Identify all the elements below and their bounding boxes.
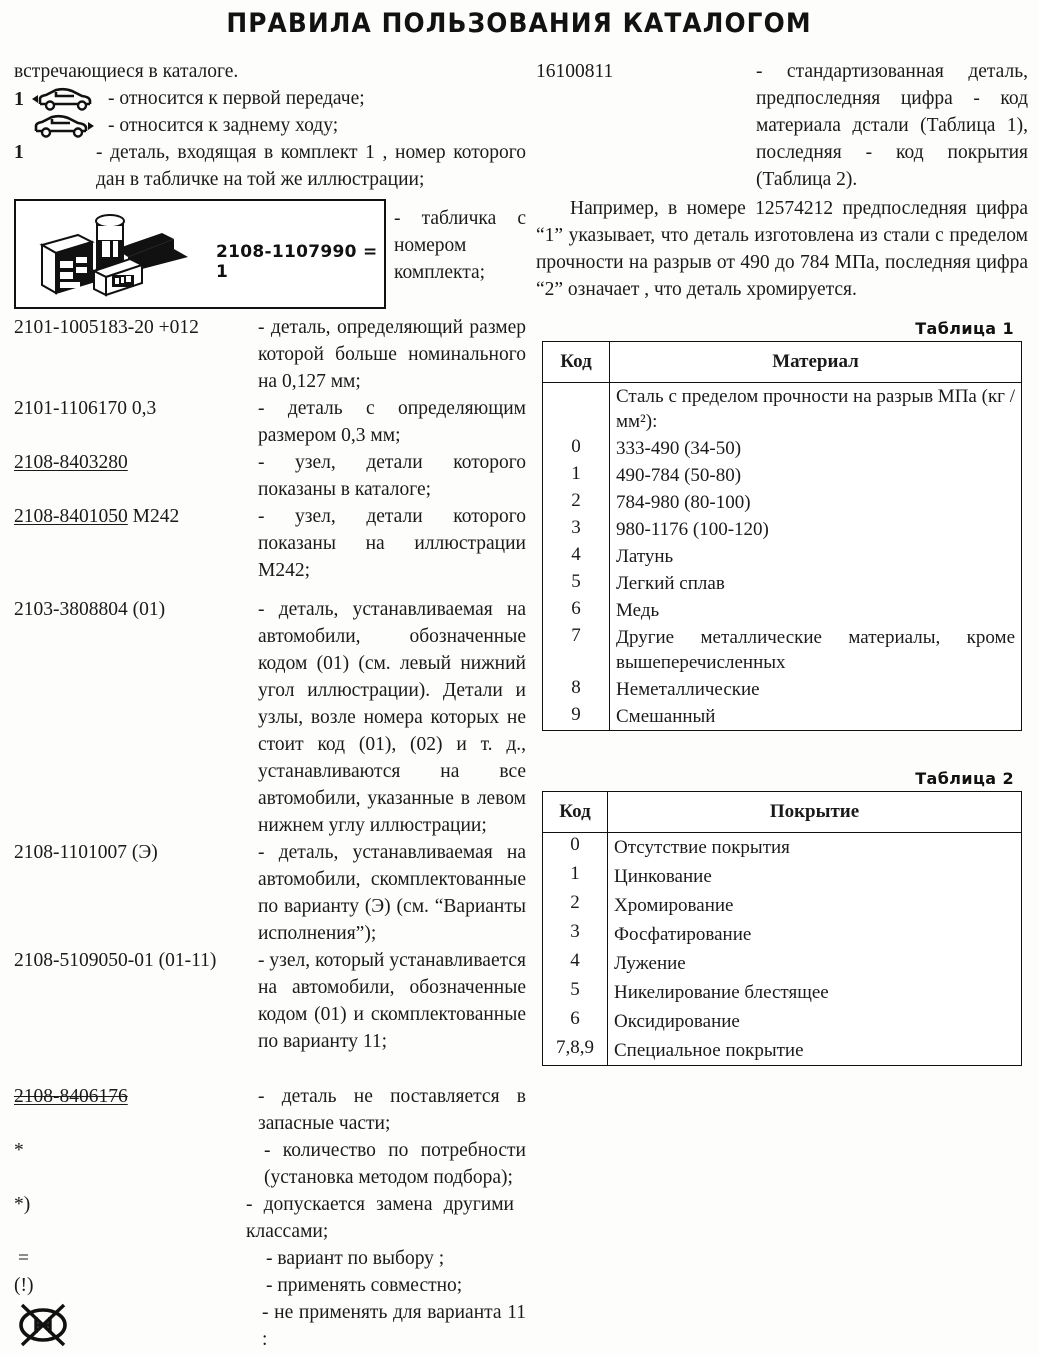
table1-cell-code: 3 [543, 516, 610, 543]
catalog-entry-9 [14, 1191, 526, 1245]
table-row [543, 489, 1022, 516]
table2-cell-value: Цинкование [608, 862, 1022, 891]
table-row [543, 978, 1022, 1007]
table2-cell-code: 7,8,9 [543, 1036, 608, 1066]
table2-cell-code: 1 [543, 862, 608, 891]
table2-cell-value: Хромирование [608, 891, 1022, 920]
table1-cell-value: 333-490 (34-50) [610, 435, 1022, 462]
entry-desc: - допускается замена другими классами; [246, 1194, 514, 1242]
catalog-entry-0 [14, 314, 526, 395]
illustration-note: - табличка с номером комплекта; [394, 208, 526, 283]
table1-cell-code: 4 [543, 543, 610, 570]
car-right-arrow-icon [30, 113, 102, 139]
standard-part-desc: - стандартизованная деталь, предпоследняя цифра - код материала дстали (Таблица 1), последняя - код покрытия (Таблица 2). [756, 61, 1028, 190]
entry-key: 2101-1005183-20 +012 [14, 317, 199, 338]
table1-cell-code: 1 [543, 462, 610, 489]
entry-desc: - узел, который устанавливается на автомобили, обозначенные кодом (01) и скомплектованные по варианту 11; [258, 950, 526, 1052]
catalog-entry-7 [14, 1083, 526, 1137]
standard-part-number: 16100811 [536, 61, 614, 82]
entry-key-group [14, 503, 258, 530]
entry-key-suffix: М242 [127, 506, 180, 527]
table-row [543, 462, 1022, 489]
entry-desc: - вариант по выбору ; [266, 1248, 445, 1269]
table2-cell-value: Оксидирование [608, 1007, 1022, 1036]
table2-cell-value: Отсутствие покрытия [608, 833, 1022, 863]
entry-key: *) [14, 1194, 31, 1215]
entry-key: * [14, 1140, 24, 1161]
table2-body [543, 833, 1022, 1066]
entry-key: 1 [14, 142, 24, 163]
table1-cell-code: 5 [543, 570, 610, 597]
table-header-row [543, 792, 1022, 833]
illustration-frame [14, 199, 386, 309]
entry-key: 2108-8403280 [14, 452, 128, 473]
table2-header-code: Код [543, 792, 608, 833]
example-paragraph: Например, в номере 12574212 предпоследняя цифра “1” указывает, что деталь изготовлена из стали с пределом прочности на разрыв от 490 до 784 МПа, последняя цифра “2” означает , что деталь хромируется. [536, 198, 1028, 300]
table-row [543, 833, 1022, 863]
table1-header-material: Материал [610, 342, 1022, 383]
table2-cell-value: Лужение [608, 949, 1022, 978]
table1-cell-value: Смешанный [610, 703, 1022, 731]
table2-caption: Таблица 2 [915, 769, 1014, 788]
pictogram-label-reverse: - относится к заднему ходу; [108, 115, 339, 136]
table1-cell-value: Другие металлические материалы, кроме вышеперечисленных [610, 624, 1022, 676]
table1-caption: Таблица 1 [915, 319, 1014, 338]
table2-cell-value: Никелирование блестящее [608, 978, 1022, 1007]
table1-cell-code: 0 [543, 435, 610, 462]
entry-desc: - количество по потребности (установка методом подбора); [264, 1140, 526, 1188]
entry-desc: - деталь, входящая в комплект 1 , номер которого дан в табличке на той же иллюстрации; [96, 142, 526, 190]
table-row [543, 383, 1022, 436]
entry-key: 2108-8406176 [14, 1086, 128, 1107]
entry-key: 2108-5109050-01 (01-11) [14, 950, 217, 971]
table1-cell-value: 490-784 (50-80) [610, 462, 1022, 489]
table1-cell-code: 6 [543, 597, 610, 624]
entry-key: (!) [14, 1275, 34, 1296]
table-row [543, 570, 1022, 597]
catalog-entry-10 [14, 1245, 526, 1272]
table2-cell-code: 3 [543, 920, 608, 949]
catalog-entry-6 [14, 947, 526, 1055]
right-column [536, 58, 1028, 1066]
table1-cell-code: 8 [543, 676, 610, 703]
table1-cell-value: 980-1176 (100-120) [610, 516, 1022, 543]
entry-key: = [18, 1248, 29, 1269]
table-row [543, 435, 1022, 462]
illustration-block [14, 199, 526, 309]
table1-cell-code: 2 [543, 489, 610, 516]
table2-cell-code: 0 [543, 833, 608, 863]
standard-part-row [536, 58, 1028, 193]
table1-cell-value: Легкий сплав [610, 570, 1022, 597]
entry-desc: - деталь, устанавливаемая на автомобили, скомплектованные по варианту (Э) (см. “Варианты исполнения”); [258, 842, 526, 944]
pictogram-row-reverse [14, 113, 526, 139]
left-column [14, 58, 526, 1355]
entry-key: 2101-1106170 0,3 [14, 398, 157, 419]
table2-cell-code: 2 [543, 891, 608, 920]
table2-header-coating: Покрытие [608, 792, 1022, 833]
table-row [543, 516, 1022, 543]
entry-key: 2108-8401050 [14, 506, 128, 527]
table1-cell-value: 784-980 (80-100) [610, 489, 1022, 516]
table2-cell-code: 6 [543, 1007, 608, 1036]
entry-desc: - деталь с определяющим размером 0,3 мм; [258, 398, 526, 446]
catalog-entry-4 [14, 596, 526, 839]
table1-cell-value: Латунь [610, 543, 1022, 570]
entry-key: 2103-3808804 (01) [14, 599, 166, 620]
catalog-entry-3 [14, 503, 526, 584]
entry-desc: - узел, детали которого показаны на иллюстрации М242; [258, 506, 526, 581]
entry-desc: - деталь не поставляется в запасные части; [258, 1086, 526, 1134]
table-row [543, 676, 1022, 703]
entry-desc: - узел, детали которого показаны в каталоге; [258, 452, 526, 500]
catalog-entry-11 [14, 1272, 526, 1299]
table-row [543, 1007, 1022, 1036]
parts-package-illustration-icon [30, 209, 210, 301]
entry-desc: - деталь, устанавливаемая на автомобили, обозначенные кодом (01) (см. левый нижний угол иллюстрации). Детали и узлы, возле номера которых не стоит код (01), (02) и т. д., устанавливаются на все автомобили, указанные в левом нижнем углу иллюстрации; [258, 599, 526, 836]
table1-body [543, 383, 1022, 731]
catalog-entry-2 [14, 449, 526, 503]
page-title: ПРАВИЛА ПОЛЬЗОВАНИЯ КАТАЛОГОМ [226, 8, 812, 39]
illustration-part-number: 2108-1107990 = 1 [216, 242, 378, 282]
table1-cell-value: Неметаллические [610, 676, 1022, 703]
table-row [543, 703, 1022, 731]
table2-cell-value: Фосфатирование [608, 920, 1022, 949]
table-row [543, 949, 1022, 978]
table1-header-code: Код [543, 342, 610, 383]
pictogram-label-first-gear: - относится к первой передаче; [108, 88, 365, 109]
crossed-circle-icon [14, 1299, 258, 1355]
catalog-entry-1 [14, 395, 526, 449]
entry-desc: - не применять для варианта 11 : [262, 1302, 526, 1350]
table-row [543, 920, 1022, 949]
table-row [543, 543, 1022, 570]
table-materials [542, 341, 1022, 731]
table1-intro-row: Сталь с пределом прочности на разрыв МПа (кг / мм²): [610, 383, 1022, 436]
table1-cell-code [543, 383, 610, 436]
table-row [543, 597, 1022, 624]
table-row [543, 891, 1022, 920]
entry-key: 2108-1101007 (Э) [14, 842, 158, 863]
car-left-arrow-icon [30, 86, 102, 112]
table-row [543, 624, 1022, 676]
pictogram-row-first-gear [14, 86, 526, 112]
table-row [543, 1036, 1022, 1066]
entry-desc: - деталь, определяющий размер которой больше номинального на 0,127 мм; [258, 317, 526, 392]
entry-desc: - применять совместно; [266, 1275, 463, 1296]
catalog-entry-8 [14, 1137, 526, 1191]
table1-cell-value: Медь [610, 597, 1022, 624]
table1-cell-code: 9 [543, 703, 610, 731]
table1-cell-code: 7 [543, 624, 610, 676]
table2-cell-code: 4 [543, 949, 608, 978]
pictogram-lead-number: 1 [14, 88, 24, 110]
table-row [543, 862, 1022, 891]
table2-cell-value: Специальное покрытие [608, 1036, 1022, 1066]
table2-cell-code: 5 [543, 978, 608, 1007]
entry-kit-number [14, 139, 526, 193]
table-coatings [542, 791, 1022, 1066]
catalog-entry-12 [14, 1299, 526, 1355]
catalog-entry-5 [14, 839, 526, 947]
table-header-row [543, 342, 1022, 383]
intro-line: встречающиеся в каталоге. [14, 61, 239, 82]
